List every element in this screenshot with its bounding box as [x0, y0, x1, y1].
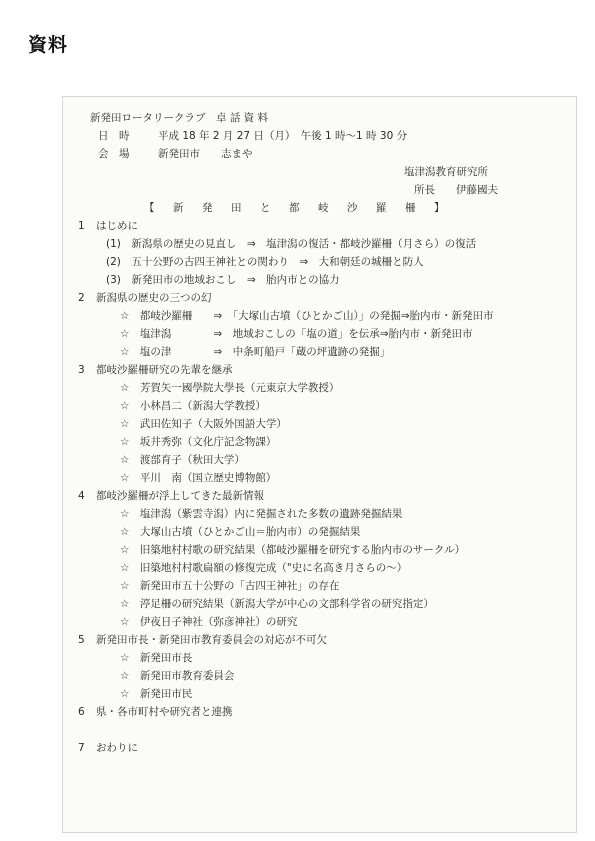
- venue-label: 会 場: [98, 148, 130, 160]
- list-item: ☆ 渡部育子（秋田大学）: [120, 454, 245, 466]
- list-item: ☆ 新発田市長: [120, 652, 193, 664]
- section-number: 1: [78, 220, 85, 232]
- list-item: ☆ 旧築地村村歌扁額の修復完成（"史に名高き月さらの〜）: [120, 562, 408, 574]
- section-number: 6: [78, 706, 85, 718]
- date-value: 平成 18 年 2 月 27 日（月） 午後 1 時〜1 時 30 分: [158, 130, 408, 142]
- list-item: (2) 五十公野の古四王神社との関わり ⇒ 大和朝廷の城柵と防人: [106, 256, 424, 268]
- page-heading: 資料: [28, 34, 69, 56]
- list-item: ☆ 渟足柵の研究結果（新潟大学が中心の文部科学省の研究指定）: [120, 598, 434, 610]
- list-item: ☆ 小林昌二（新潟大学教授）: [120, 400, 266, 412]
- document-title: 【 新 発 田 と 都 岐 沙 羅 柵 】: [144, 202, 449, 214]
- list-item: ☆ 芳賀矢一國學院大學長（元東京大学教授）: [120, 382, 340, 394]
- list-item: ☆ 都岐沙羅柵 ⇒ 「大塚山古墳（ひとかご山）」の発掘⇒胎内市・新発田市: [120, 310, 494, 322]
- section-title: 県・各市町村や研究者と連携: [96, 706, 233, 718]
- list-item: ☆ 坂井秀弥（文化庁記念物課）: [120, 436, 277, 448]
- section-number: 3: [78, 364, 85, 376]
- section-title: 新発田市長・新発田市教育委員会の対応が不可欠: [96, 634, 327, 646]
- list-item: ☆ 新発田市五十公野の「古四王神社」の存在: [120, 580, 340, 592]
- list-item: ☆ 伊夜日子神社（弥彦神社）の研究: [120, 616, 298, 628]
- list-item: ☆ 塩の津 ⇒ 中条町船戸「蔵の坪遺跡の発掘」: [120, 346, 391, 358]
- section-title: 新潟県の歴史の三つの幻: [96, 292, 212, 304]
- section-number: 7: [78, 742, 85, 754]
- section-number: 5: [78, 634, 85, 646]
- list-item: ☆ 新発田市教育委員会: [120, 670, 235, 682]
- list-item: ☆ 平川 南（国立歴史博物館）: [120, 472, 277, 484]
- date-label: 日 時: [98, 130, 130, 142]
- venue-value: 新発田市 志まや: [158, 148, 253, 160]
- section-title: 都岐沙羅柵が浮上してきた最新情報: [96, 490, 264, 502]
- section-title: はじめに: [96, 220, 138, 232]
- section-number: 2: [78, 292, 85, 304]
- section-title: おわりに: [96, 742, 138, 754]
- organization: 塩津潟教育研究所: [404, 166, 488, 178]
- section-number: 4: [78, 490, 85, 502]
- list-item: (1) 新潟県の歴史の見直し ⇒ 塩津潟の復活・都岐沙羅柵（月さら）の復活: [106, 238, 477, 250]
- list-item: ☆ 塩津潟（紫雲寺潟）内に発掘された多数の遺跡発掘結果: [120, 508, 403, 520]
- list-item: (3) 新発田市の地域おこし ⇒ 胎内市との協力: [106, 274, 340, 286]
- list-item: ☆ 武田佐知子（大阪外国語大学）: [120, 418, 287, 430]
- list-item: ☆ 大塚山古墳（ひとかご山＝胎内市）の発掘結果: [120, 526, 361, 538]
- section-title: 都岐沙羅柵研究の先輩を継承: [96, 364, 233, 376]
- list-item: ☆ 塩津潟 ⇒ 地域おこしの「塩の道」を伝承⇒胎内市・新発田市: [120, 328, 473, 340]
- list-item: ☆ 新発田市民: [120, 688, 193, 700]
- list-item: ☆ 旧築地村村歌の研究結果（都岐沙羅柵を研究する胎内市のサークル）: [120, 544, 466, 556]
- club-line: 新発田ロータリークラブ 卓 話 資 料: [90, 112, 269, 124]
- speaker: 所長 伊藤國夫: [414, 184, 498, 196]
